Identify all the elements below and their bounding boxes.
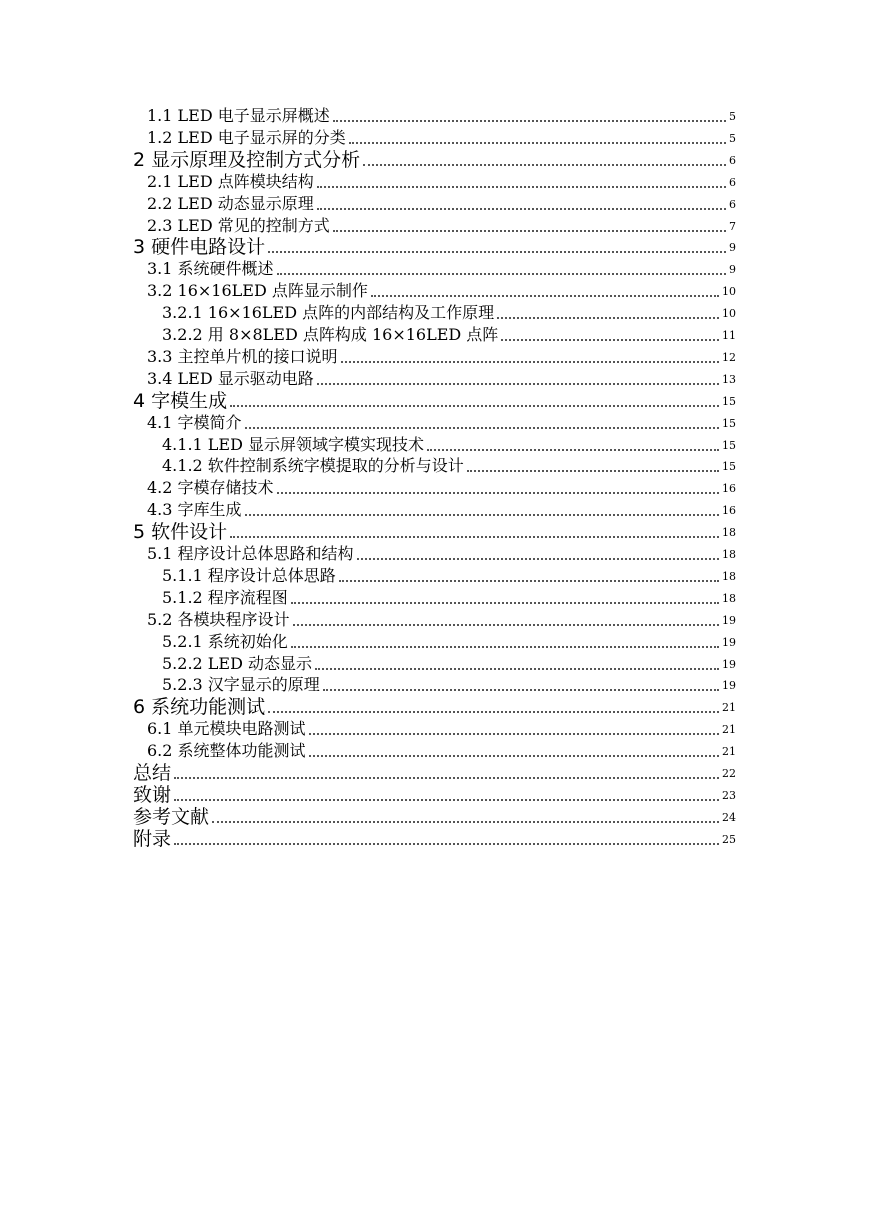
dot-leader [501,339,719,341]
dot-leader [315,668,719,670]
toc-entry[interactable] [147,257,736,279]
toc-entry-title: 4 字模生成 [133,389,228,412]
toc-entry-page-number: 5 [729,110,736,123]
toc-entry-title: 3.1 系统硬件概述 [147,259,274,279]
toc-entry[interactable] [133,805,736,827]
dot-leader [277,492,719,494]
toc-entry-title: 4.1.1 LED 显示屏领域字模实现技术 [162,434,425,454]
toc-entry[interactable] [147,279,736,301]
dot-leader [341,361,719,363]
toc-entry[interactable] [162,630,736,652]
toc-entry-title: 6 系统功能测试 [133,696,266,719]
toc-entry-title: 1.2 LED 电子显示屏的分类 [147,127,346,147]
dot-leader [174,777,719,779]
toc-entry-page-number: 18 [722,548,736,561]
toc-entry-title: 2.3 LED 常见的控制方式 [147,215,330,235]
toc-entry-page-number: 15 [722,394,736,408]
toc-entry-title: 4.1 字模简介 [147,412,242,432]
dot-leader [291,602,719,604]
dot-leader [317,186,726,188]
dot-leader [174,843,719,845]
toc-entry[interactable] [162,652,736,674]
toc-entry[interactable] [147,608,736,630]
toc-entry-page-number: 11 [722,329,736,342]
toc-entry-page-number: 9 [729,263,736,277]
toc-entry-title: 3.3 主控单片机的接口说明 [147,346,338,366]
dot-leader [230,536,719,538]
dot-leader [174,799,719,801]
toc-entry-title: 5.2.2 LED 动态显示 [162,653,313,673]
toc-entry[interactable] [147,542,736,564]
dot-leader [293,624,719,626]
dot-leader [291,646,719,648]
dot-leader [349,142,726,144]
toc-entry-title: 参考文献 [133,805,210,828]
toc-entry[interactable] [162,301,736,323]
toc-entry[interactable] [133,148,736,170]
toc-entry-page-number: 13 [722,372,736,386]
toc-entry-title: 5.1.2 程序流程图 [162,587,288,607]
toc-entry-title: 3.4 LED 显示驱动电路 [147,368,314,388]
toc-entry[interactable] [147,170,736,192]
toc-entry-page-number: 15 [722,438,736,452]
toc-entry-page-number: 18 [722,526,736,540]
toc-entry[interactable] [162,323,736,345]
toc-entry[interactable] [162,564,736,586]
toc-entry-page-number: 23 [722,788,736,802]
toc-entry-page-number: 16 [722,482,736,496]
toc-entry-page-number: 7 [729,219,736,233]
toc-entry-page-number: 18 [722,591,736,605]
toc-entry[interactable] [162,433,736,455]
toc-entry-page-number: 15 [722,460,736,474]
toc-entry-page-number: 16 [722,504,736,518]
toc-entry-page-number: 6 [729,175,736,189]
toc-entry[interactable] [147,476,736,498]
dot-leader [371,295,719,297]
toc-entry-title: 5.1 程序设计总体思路和结构 [147,544,354,563]
toc-entry[interactable] [147,126,736,148]
toc-entry-page-number: 19 [722,613,736,627]
toc-entry-title: 2.2 LED 动态显示原理 [147,193,314,213]
dot-leader [230,405,719,407]
toc-entry-title: 6.1 单元模块电路测试 [147,719,306,739]
dot-leader [309,755,719,757]
dot-leader [333,120,726,122]
toc-entry[interactable] [147,367,736,389]
toc-entry[interactable] [147,739,736,761]
toc-entry[interactable] [162,454,736,476]
toc-entry-page-number: 21 [722,723,736,737]
toc-entry[interactable] [133,389,736,411]
toc-entry-page-number: 6 [729,153,736,167]
toc-entry-title: 5 软件设计 [133,521,228,544]
toc-entry-title: 3.2 16×16LED 点阵显示制作 [147,281,368,301]
toc-entry-title: 1.1 LED 电子显示屏概述 [147,106,330,125]
toc-entry-title: 6.2 系统整体功能测试 [147,741,306,761]
toc-entry-page-number: 6 [729,197,736,211]
dot-leader [497,317,719,319]
dot-leader [339,580,719,582]
toc-entry-title: 2.1 LED 点阵模块结构 [147,171,314,191]
toc-entry-title: 总结 [133,762,172,784]
toc-entry-page-number: 9 [729,241,736,255]
toc-entry[interactable] [147,104,736,126]
toc-entry-page-number: 10 [722,285,736,299]
toc-entry[interactable] [133,520,736,542]
dot-leader [268,711,719,713]
toc-entry[interactable] [133,235,736,257]
toc-entry-page-number: 10 [722,307,736,321]
toc-entry-page-number: 25 [722,832,736,846]
toc-entry-page-number: 21 [722,701,736,715]
toc-entry-title: 4.1.2 软件控制系统字模提取的分析与设计 [162,456,464,476]
dot-leader [427,449,719,451]
dot-leader [357,558,719,560]
toc-entry-title: 4.3 字库生成 [147,500,242,520]
toc-entry[interactable] [147,411,736,433]
toc-entry[interactable] [162,673,736,695]
dot-leader [317,208,726,210]
toc-entry-page-number: 22 [722,767,736,780]
toc-entry-title: 5.2 各模块程序设计 [147,609,290,629]
toc-entry-title: 3 硬件电路设计 [133,236,266,259]
toc-entry-title: 3.2.2 用 8×8LED 点阵构成 16×16LED 点阵 [162,325,499,344]
toc-entry-page-number: 19 [722,679,736,693]
toc-entry-title: 3.2.1 16×16LED 点阵的内部结构及工作原理 [162,303,495,323]
toc-entry-page-number: 24 [722,810,736,824]
toc-entry-page-number: 12 [722,350,736,364]
dot-leader [268,251,726,253]
toc-entry-page-number: 18 [722,569,736,583]
toc-entry[interactable] [147,345,736,367]
dot-leader [245,427,719,429]
toc-entry-title: 附录 [133,827,172,850]
toc-entry-page-number: 5 [729,131,736,145]
dot-leader [309,733,719,735]
dot-leader [323,689,719,691]
toc-entry-title: 4.2 字模存储技术 [147,478,274,498]
dot-leader [212,821,719,823]
dot-leader [277,273,726,275]
toc-entry[interactable] [147,717,736,739]
toc-entry-title: 5.2.1 系统初始化 [162,631,288,651]
dot-leader [467,470,719,472]
toc-entry[interactable] [162,586,736,608]
toc-entry[interactable] [133,761,736,783]
dot-leader [245,514,719,516]
toc-entry[interactable] [133,783,736,805]
toc-entry[interactable] [147,192,736,214]
toc-entry-title: 致谢 [133,783,172,806]
toc-entry[interactable] [133,695,736,717]
toc-entry-title: 5.2.3 汉字显示的原理 [162,675,320,695]
dot-leader [317,383,719,385]
toc-entry-title: 2 显示原理及控制方式分析 [133,148,361,171]
toc-entry[interactable] [147,498,736,520]
dot-leader [363,164,726,166]
toc-entry[interactable] [133,827,736,849]
dot-leader [333,230,726,232]
toc-entry-page-number: 19 [722,635,736,649]
toc-entry-title: 5.1.1 程序设计总体思路 [162,565,336,585]
toc-entry[interactable] [147,214,736,236]
toc-entry-page-number: 19 [722,657,736,671]
toc-entry-page-number: 21 [722,745,736,759]
toc-entry-page-number: 15 [722,416,736,430]
